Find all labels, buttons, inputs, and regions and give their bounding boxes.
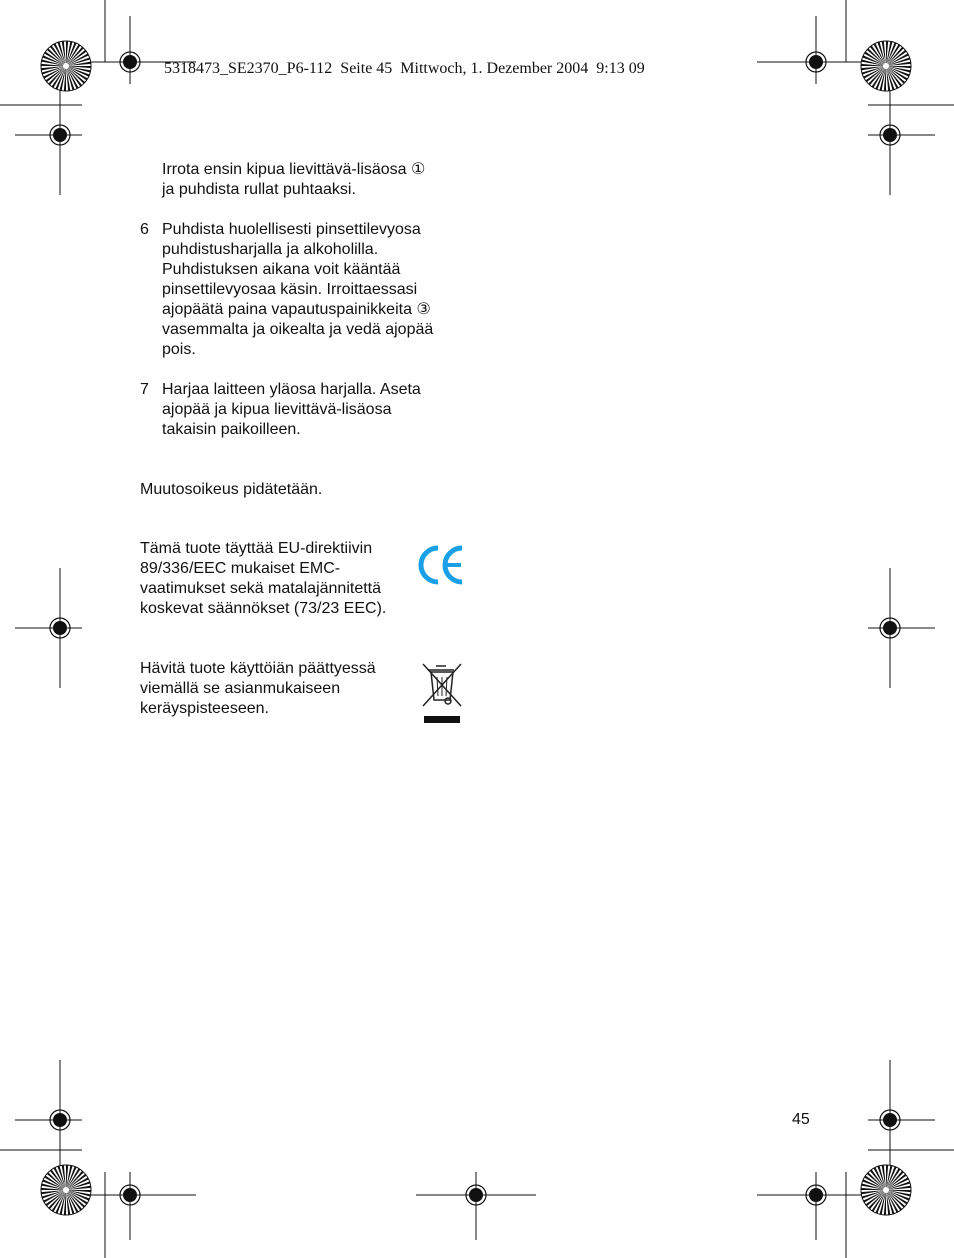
step-line: Harjaa laitteen yläosa harjalla. Aseta [162, 381, 421, 398]
compliance-line: Tämä tuote täyttää EU-direktiivin [140, 540, 373, 557]
change-notice: Muutosoikeus pidätetään. [140, 481, 323, 498]
intro-line: ja puhdista rullat puhtaaksi. [162, 181, 356, 198]
disposal-line: Hävitä tuote käyttöiän päättyessä [140, 660, 376, 677]
step-line: pois. [162, 341, 196, 358]
star-target-icon [41, 1165, 91, 1215]
step-number: 7 [140, 381, 149, 398]
star-target-icon [861, 41, 911, 91]
step-line: Puhdistuksen aikana voit kääntää [162, 261, 401, 278]
step-line: vasemmalta ja oikealta ja vedä ajopää [162, 321, 434, 338]
compliance-line: koskevat säännökset (73/23 EEC). [140, 600, 387, 617]
step-line: ajopäätä paina vapautuspainikkeita ③ [162, 301, 431, 318]
star-target-icon [41, 41, 91, 91]
step-line: pinsettilevyosaa käsin. Irroittaessasi [162, 281, 418, 298]
disposal-line: viemällä se asianmukaiseen [140, 680, 341, 697]
step-line: Puhdista huolellisesti pinsettilevyosa [162, 221, 421, 238]
step-line: puhdistusharjalla ja alkoholilla. [162, 241, 379, 258]
star-target-icon [861, 1165, 911, 1215]
compliance-line: 89/336/EEC mukaiset EMC- [140, 560, 341, 577]
intro-line: Irrota ensin kipua lievittävä-lisäosa ① [162, 161, 426, 178]
step-line: takaisin paikoilleen. [162, 421, 301, 438]
disposal-line: keräyspisteeseen. [140, 700, 269, 717]
page-number: 45 [792, 1111, 810, 1128]
step-line: ajopää ja kipua lievittävä-lisäosa [162, 401, 392, 418]
print-slug: 5318473_SE2370_P6-112 Seite 45 Mittwoch, 1. Dezember 2004 9:13 09 [164, 60, 645, 77]
compliance-line: vaatimukset sekä matalajännitettä [140, 580, 382, 597]
step-number: 6 [140, 221, 149, 238]
